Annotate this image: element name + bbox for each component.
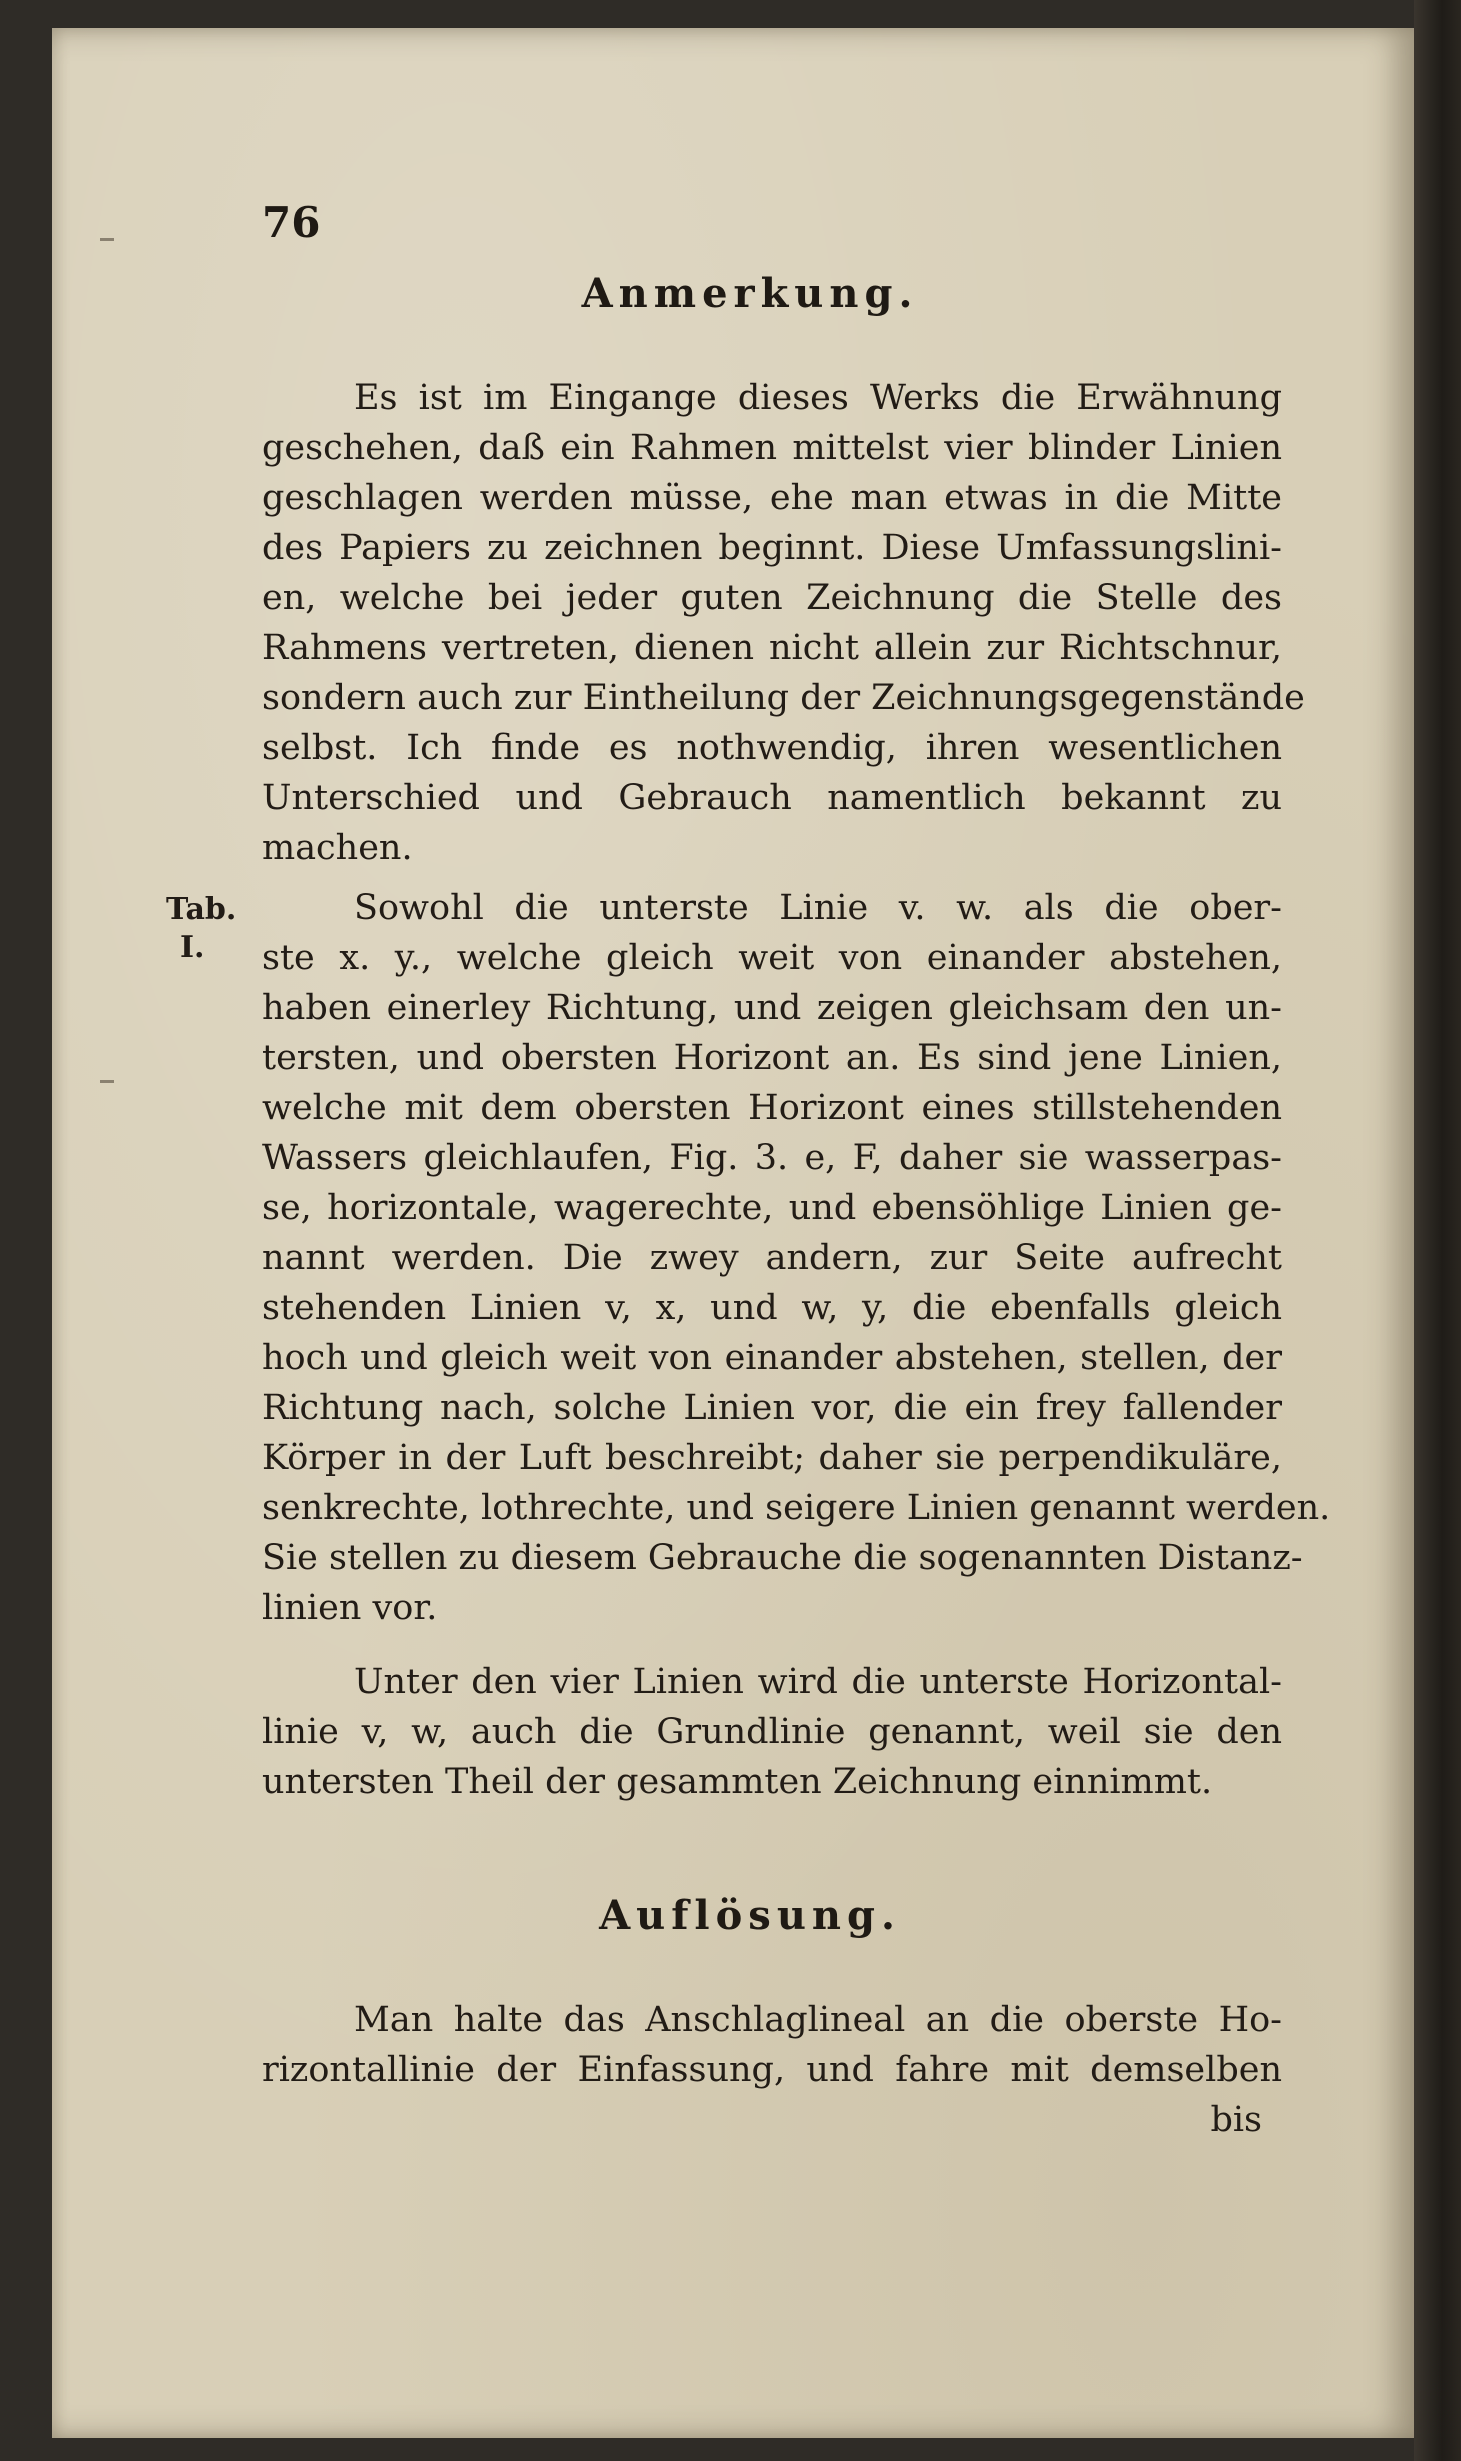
text-line: linien vor. [262,1588,438,1628]
text-line: selbst. Ich finde es nothwendig, ihren wesentlichen [262,728,1282,768]
text-line: Rahmens vertreten, dienen nicht allein zur Richtschnur, [262,628,1282,668]
text-line: Sowohl die unterste Linie v. w. als die ober- [354,888,1282,928]
text-line: Richtung nach, solche Linien vor, die ein frey fallender [262,1388,1282,1428]
section-heading-anmerkung: Anmerkung. [581,270,919,317]
paragraph-intro [262,373,1305,873]
text-line: Unterschied und Gebrauch namentlich bekannt zu [262,778,1282,818]
text-line: senkrechte, lothrechte, und seigere Linien genannt werden. [262,1488,1331,1528]
text-line: Man halte das Anschlaglineal an die oberste Ho- [354,2000,1282,2040]
text-line: ste x. y., welche gleich weit von einander abstehen, [262,938,1282,978]
text-line: se, horizontale, wagerechte, und ebensöhlige Linien ge- [262,1188,1282,1228]
page-number: 76 [262,198,321,247]
paragraph-lines [262,883,1331,1633]
text-line: Wassers gleichlaufen, Fig. 3. e, F, daher sie wasserpas- [262,1138,1282,1178]
catchword: bis [1210,2100,1262,2140]
text-line: en, welche bei jeder guten Zeichnung die Stelle des [262,578,1282,618]
margin-note-plate-number: I. [180,930,205,965]
text-line: machen. [262,828,413,868]
text-line: sondern auch zur Eintheilung der Zeichnungsgegenstände [262,678,1305,718]
text-line: linie v, w, auch die Grundlinie genannt, weil sie den [262,1712,1282,1752]
text-line: untersten Theil der gesammten Zeichnung einnimmt. [262,1762,1213,1802]
text-line: nannt werden. Die zwey andern, zur Seite aufrecht [262,1238,1282,1278]
margin-mark [100,238,114,241]
paragraph-solution [262,1995,1282,2145]
text-line: Es ist im Eingange dieses Werks die Erwähnung [354,378,1282,418]
text-line: geschlagen werden müsse, ehe man etwas in die Mitte [262,478,1282,518]
text-line: Unter den vier Linien wird die unterste Horizontal- [354,1662,1282,1702]
text-line: stehenden Linien v, x, und w, y, die ebenfalls gleich [262,1288,1282,1328]
book-spine [1414,0,1461,2461]
text-line: geschehen, daß ein Rahmen mittelst vier blinder Linien [262,428,1282,468]
text-line: tersten, und obersten Horizont an. Es sind jene Linien, [262,1038,1282,1078]
text-line: Körper in der Luft beschreibt; daher sie perpendikuläre, [262,1438,1282,1478]
text-line: haben einerley Richtung, und zeigen gleichsam den un- [262,988,1282,1028]
text-line: Sie stellen zu diesem Gebrauche die sogenannten Distanz- [262,1538,1303,1578]
margin-mark [100,1080,114,1083]
paragraph-grundlinie [262,1657,1282,1807]
section-heading-aufloesung: Auflösung. [599,1892,901,1939]
text-line: welche mit dem obersten Horizont eines stillstehenden [262,1088,1282,1128]
margin-note-tab: Tab. [166,892,237,927]
text-line: des Papiers zu zeichnen beginnt. Diese Umfassungslini- [262,528,1282,568]
text-line: rizontallinie der Einfassung, und fahre mit demselben [262,2050,1282,2090]
text-line: hoch und gleich weit von einander abstehen, stellen, der [262,1338,1282,1378]
